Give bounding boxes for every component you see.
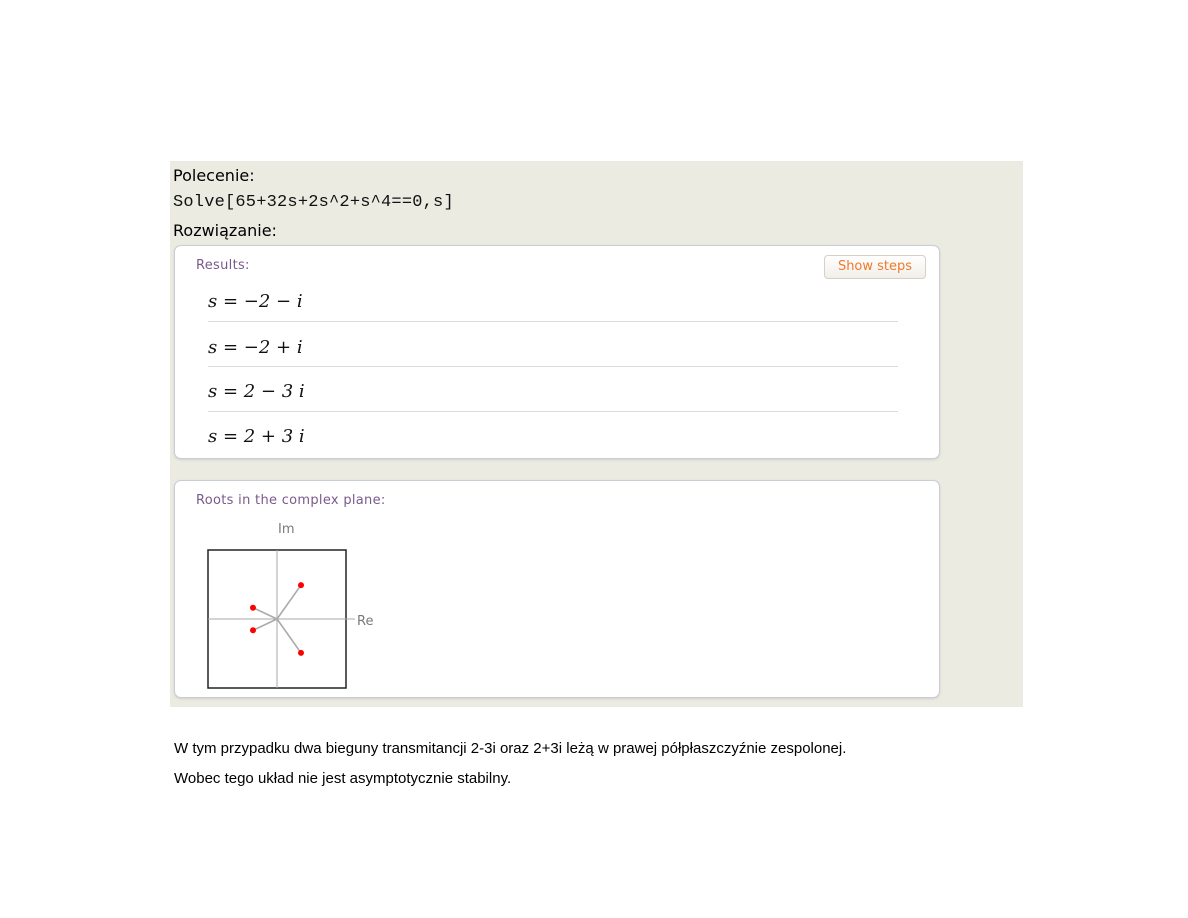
root-point — [250, 627, 256, 633]
result-item: s = −2 − i — [208, 291, 303, 312]
root-ray — [277, 585, 301, 619]
root-point — [250, 605, 256, 611]
re-axis-label: Re — [357, 614, 374, 629]
result-item: s = 2 − 3 i — [208, 381, 305, 402]
roots-title: Roots in the complex plane: — [196, 493, 386, 508]
root-ray — [253, 619, 277, 630]
root-ray — [277, 619, 301, 653]
complex-plane-plot — [195, 516, 495, 696]
command-label: Polecenie: — [173, 166, 255, 185]
result-item: s = 2 + 3 i — [208, 426, 305, 447]
solution-label: Rozwiązanie: — [173, 221, 277, 240]
im-axis-label: Im — [278, 522, 295, 537]
results-title: Results: — [196, 258, 250, 273]
command-input: Solve[65+32s+2s^2+s^4==0,s] — [173, 193, 454, 212]
results-pod — [174, 245, 940, 459]
result-item: s = −2 + i — [208, 337, 303, 358]
result-divider — [208, 321, 898, 322]
conclusion-line-2: Wobec tego układ nie jest asymptotycznie stabilny. — [174, 770, 512, 787]
result-divider — [208, 366, 898, 367]
result-divider — [208, 411, 898, 412]
conclusion-line-1: W tym przypadku dwa bieguny transmitancji 2-3i oraz 2+3i leżą w prawej półpłaszczyźnie zespolonej. — [174, 740, 847, 757]
roots-pod — [174, 480, 940, 698]
show-steps-button[interactable]: Show steps — [824, 255, 926, 279]
mathematica-panel — [170, 161, 1023, 707]
root-ray — [253, 608, 277, 619]
root-point — [298, 582, 304, 588]
root-point — [298, 650, 304, 656]
